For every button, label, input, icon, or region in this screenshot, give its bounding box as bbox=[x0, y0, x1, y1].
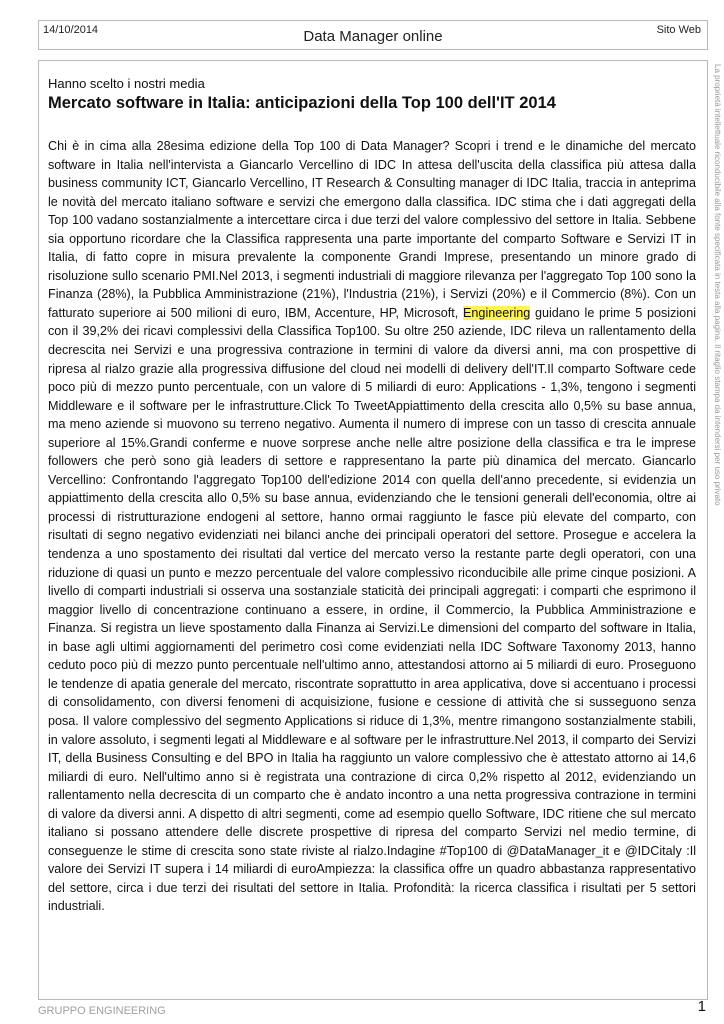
header-site-label: Sito Web bbox=[656, 24, 701, 36]
highlighted-term: Engineering bbox=[463, 305, 531, 320]
article-body-part-1: Chi è in cima alla 28esima edizione della Top 100 di Data Manager? Scopri i trend e le dinamiche del mercato software in Italia nell'intervista a Giancarlo Vercellino di IDC In attesa dell'uscita della classifica più attesa dalla business community ICT, Giancarlo Vercellino, IT Research & Consulting manager di IDC Italia, traccia in anteprima le novità del mercato italiano software e servizi che emergono dalla classifica. IDC stima che i dati aggregati della Top 100 vadano sostanzialmente a intercettare circa i due terzi del valore complessivo del settore in Italia. Sebbene sia opportuno ricordare che la Classifica rappresenta una parte importante del comparto Software e Servizi IT in Italia, di fatto copre in misura prevalente la componente Grandi Imprese, presentando un minore grado di risoluzione sullo scenario PMI.Nel 2013, i segmenti industriali di maggiore rilevanza per l'aggregato Top 100 sono la Finanza (28%), la Pubblica Amministrazione (21%), l'Industria (21%), i Servizi (20%) e il Commercio (8%). Con un fatturato superiore ai 500 milioni di euro, IBM, Accenture, HP, Microsoft, bbox=[48, 139, 696, 320]
page-number: 1 bbox=[697, 998, 706, 1015]
article-container bbox=[38, 60, 708, 1000]
article-headline: Mercato software in Italia: anticipazioni della Top 100 dell'IT 2014 bbox=[48, 94, 556, 112]
header-date: 14/10/2014 bbox=[43, 24, 99, 36]
article-body-part-2: guidano le prime 5 posizioni con il 39,2% dei ricavi complessivi della Classifica Top100. Su oltre 250 aziende, IDC rileva un rallentamento della decrescita nei Servizi e una progressiva contrazione in termini di valore da diversi anni, ma con prospettive di ripresa al rialzo grazie alla progressiva diffusione del cloud nei modelli di delivery dell'IT.Il comparto Software cede poco più di mezzo punto percentuale, con un valore di 5 miliardi di euro: Applications - 1,3%, tengono i segmenti Middleware e il software per le infrastrutture.Click To TweetAppiattimento della crescita allo 0,5% su base annua, ma meno aziende si muovono su terreno negativo. Aumenta il numero di imprese con un tasso di crescita annuale superiore al 15%.Grandi conferme e nuove sorprese anche nelle altre posizione della classifica e tra le imprese followers che però sono già leaders di settore e rappresentano la parte più dinamica del mercato. Giancarlo Vercellino: Confrontando l'aggregato Top100 dell'edizione 2014 con quella dell'anno precedente, si evidenzia un appiattimento della crescita allo 0,5% su base annua, evidenziando che le tensioni generali dell'economia, oltre ai processi di ristrutturazione endogeni al settore, hanno ormai raggiunto le fasce più elevate del comparto, con risultati di segno negativo evidenziati nei bilanci anche dei principali operatori del settore. Prosegue e accelera la tendenza a uno spostamento dei risultati dal vertice del mercato verso la restante parte degli operatori, con una riduzione di quasi un punto e mezzo percentuale del valore complessivo riconducibile alle prime cinque posizioni. A livello di comparti industriali si osserva una sostanziale staticità dei principali aggregati: i comparti che esprimono il maggior livello di concentrazione continuano a essere, in ordine, il Commercio, la Pubblica Amministrazione e Finanza. Si registra un lieve spostamento dalla Finanza ai Servizi.Le dimensioni del comparto del software in Italia, in base agli ultimi aggiornamenti del perimetro così come evidenziati nella IDC Software Taxonomy 2013, hanno ceduto poco più di mezzo punto percentuale nell'ultimo anno, attestandosi attorno ai 5 miliardi di euro. Proseguono le tendenze di apatia generale del mercato, riscontrate soprattutto in area applicativa, dove si accentuano i processi di consolidamento, con diversi fenomeni di acquisizione, fusione e cessione di attività che si susseguono senza posa. Il valore complessivo del segmento Applications si riduce di 1,3%, mentre rimangono sostanzialmente stabili, in valore assoluto, i segmenti legati al Middleware e al software per le infrastrutture.Nel 2013, il comparto dei Servizi IT, della Business Consulting e del BPO in Italia ha raggiunto un valore complessivo che è attestato attorno ai 14,6 miliardi di euro. Nell'ultimo anno si è registrata una contrazione di circa 0,2% rispetto al 2012, evidenziando un rallentamento nella decrescita di un comparto che è andato incontro a una netta progressiva contrazione in termini di valore da diversi anni. A dispetto di altri segmenti, come ad esempio quello Software, IDC ritiene che sul mercato italiano si possano attendere delle discrete prospettive di ripresa del comparto Servizi nel medio termine, di conseguenze le stime di crescita sono state riviste al rialzo.Indagine #Top100 di @DataManager_it e @IDCitaly :Il valore dei Servizi IT supera i 14 miliardi di euroAmpiezza: la classifica offre un quadro abbastanza rappresentativo del settore, circa i due terzi dei risultati del settore in Italia. Profondità: la ricerca classifica i risultati per 5 settori industriali. bbox=[48, 305, 696, 914]
page-header bbox=[38, 20, 708, 50]
article-kicker: Hanno scelto i nostri media bbox=[48, 76, 205, 91]
article-body bbox=[48, 137, 696, 916]
header-title: Data Manager online bbox=[303, 28, 443, 45]
copyright-side-note: La proprietà intellettuale riconducibile alla fonte specificata in testa alla pagina. Il ritaglio stampa da intendersi per uso privato bbox=[713, 64, 722, 506]
footer-brand: GRUPPO ENGINEERING bbox=[38, 1005, 166, 1017]
